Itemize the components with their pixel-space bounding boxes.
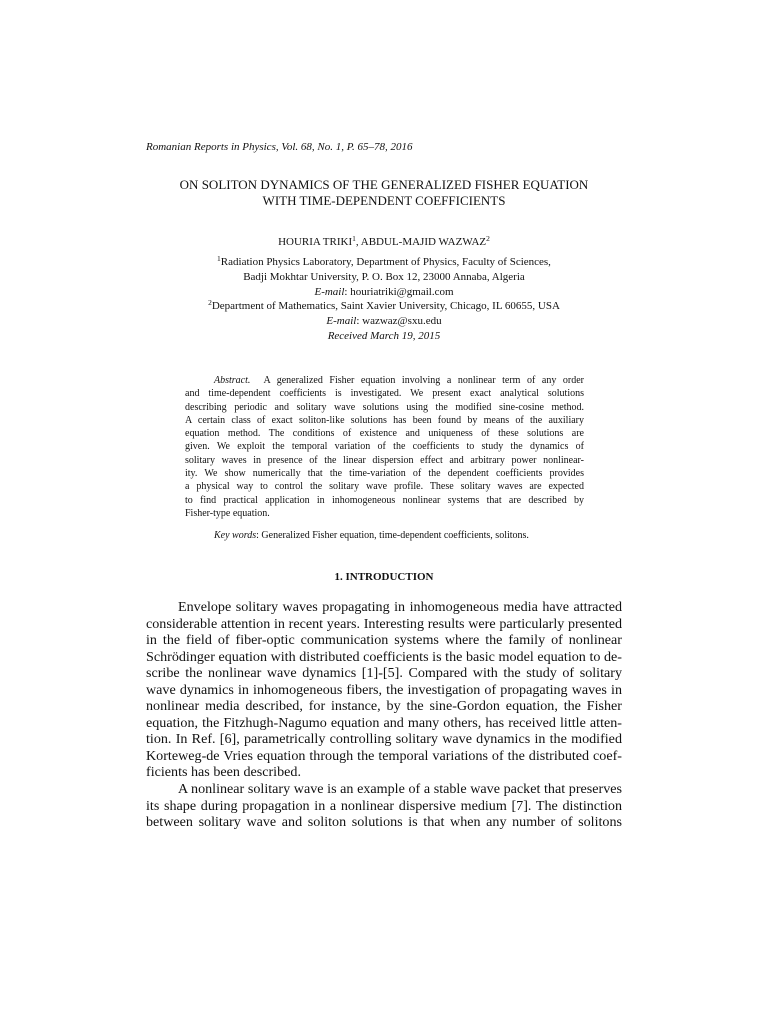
body-line: nonlinear media described, for instance, by the sine-Gordon equation, the Fisher (146, 698, 622, 715)
abstract-line: ity. We show numerically that the time-variation of the dependent coefficients provides (185, 468, 584, 480)
email-2: : wazwaz@sxu.edu (356, 315, 442, 328)
affiliation-2-text: Department of Mathematics, Saint Xavier University, Chicago, IL 60655, USA (211, 300, 560, 313)
abstract-line: A certain class of exact soliton-like solutions has been found by means of the auxiliary (185, 414, 584, 426)
affiliation-1-mark: 1 (217, 254, 221, 263)
abstract-line: and time-dependent coefficients is investigated. We present exact analytical solutions (185, 388, 584, 400)
body-line: Envelope solitary waves propagating in inhomogeneous media have attracted (178, 599, 622, 615)
abstract-line: Fisher-type equation. (185, 507, 270, 519)
affiliations (0, 255, 768, 329)
abstract (185, 374, 584, 520)
author-1-affil-mark: 1 (352, 234, 356, 243)
author-1: HOURIA TRIKI (278, 236, 353, 248)
abstract-line: describing periodic and solitary wave solutions using the modified sine-cosine method. (185, 401, 584, 413)
email-1: : houriatriki@gmail.com (344, 285, 454, 298)
abstract-line: given. We exploit the temporal variation of the coefficients to study the dynamics of (185, 441, 584, 453)
author-separator: , (355, 236, 361, 248)
affiliation-1-text: Radiation Physics Laboratory, Department of Physics, Faculty of Sciences, (220, 256, 551, 268)
body-line: A nonlinear solitary wave is an example of a stable wave packet that preserves (178, 781, 622, 798)
abstract-line: Abstract. A generalized Fisher equation involving a nonlinear term of any order (214, 375, 585, 386)
abstract-line: a physical way to control the solitary wave profile. These solitary waves are expected (185, 481, 584, 493)
body-line: Korteweg-de Vries equation through the temporal variations of the distributed coef- (146, 747, 622, 764)
author-2: ABDUL-MAJID WAZWAZ (360, 236, 487, 248)
body-line: ficients has been described. (146, 764, 301, 781)
author-list (0, 236, 768, 248)
body-text (146, 599, 622, 831)
abstract-line: equation method. The conditions of existence and uniqueness of these solutions are (185, 428, 584, 440)
email-label: E-mail (326, 315, 357, 328)
body-line: equation, the Fitzhugh-Nagumo equation and many others, has received little atten- (146, 714, 622, 731)
email-label: E-mail (314, 285, 345, 298)
paper-title (0, 177, 768, 209)
journal-reference: Romanian Reports in Physics, Vol. 68, No. 1, P. 65–78, 2016 (146, 141, 413, 153)
body-line: scribe the nonlinear wave dynamics [1]-[5]. Compared with the study of solitary (146, 665, 622, 682)
body-line: wave dynamics in inhomogeneous fibers, the investigation of propagating waves in (146, 681, 622, 698)
affiliation-1-email (0, 285, 768, 300)
body-line: in the field of fiber-optic communication systems where the family of nonlinear (146, 632, 622, 649)
abstract-label: Abstract. (214, 375, 251, 386)
title-line-1: ON SOLITON DYNAMICS OF THE GENERALIZED FISHER EQUATION (179, 177, 589, 192)
keywords (214, 530, 529, 541)
body-line: between solitary wave and soliton solutions is that when any number of solitons (146, 814, 622, 831)
section-heading: 1. INTRODUCTION (334, 571, 434, 583)
body-line: Schrödinger equation with distributed coefficients is the basic model equation to de- (146, 648, 622, 665)
affiliation-2-mark: 2 (208, 298, 212, 308)
title-line-2: WITH TIME-DEPENDENT COEFFICIENTS (262, 193, 506, 208)
body-line: its shape during propagation in a nonlinear dispersive medium [7]. The distinction (146, 797, 622, 814)
abstract-line: solitary waves in presence of the linear dispersion effect and arbitrary power nonlinear- (185, 454, 584, 466)
author-2-affil-mark: 2 (486, 234, 490, 243)
abstract-line: to find practical application in inhomogeneous nonlinear systems that are described by (185, 494, 584, 506)
body-line: tion. In Ref. [6], parametrically controlling solitary wave dynamics in the modified (146, 731, 622, 748)
received-date: Received March 19, 2015 (327, 330, 441, 342)
affiliation-1-line-1 (0, 255, 768, 270)
body-line: considerable attention in recent years. Interesting results were particularly presented (146, 615, 622, 632)
keywords-text: : Generalized Fisher equation, time-dependent coefficients, solitons. (256, 530, 529, 541)
affiliation-1-line-2: Badji Mokhtar University, P. O. Box 12, 23000 Annaba, Algeria (243, 270, 525, 283)
affiliation-2-email (0, 314, 768, 329)
affiliation-2-line-1 (0, 299, 768, 314)
keywords-label: Key words (214, 530, 257, 541)
